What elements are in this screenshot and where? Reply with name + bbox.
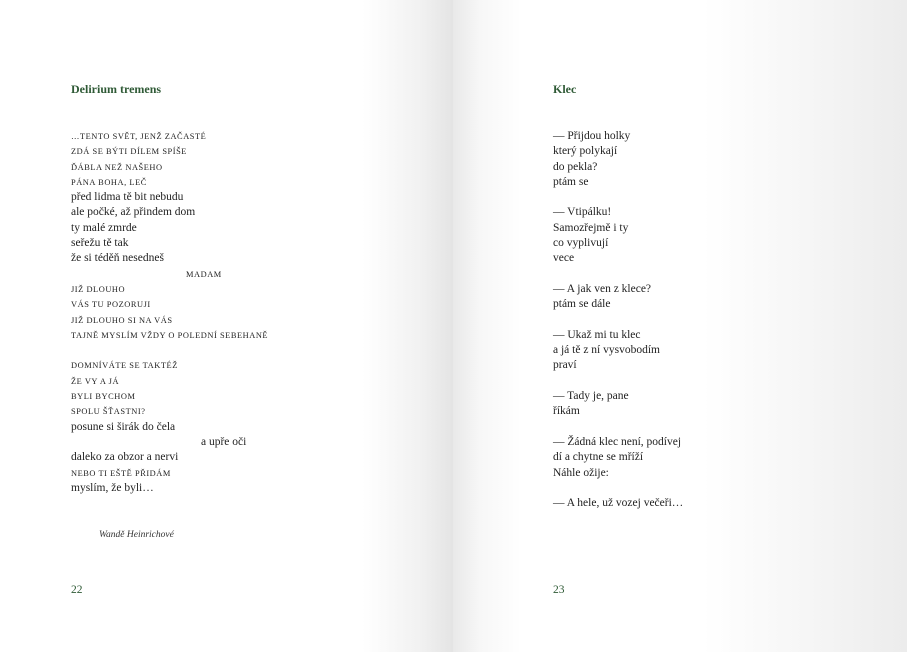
poem-title-right: Klec: [553, 82, 577, 96]
poem-line: [71, 343, 268, 358]
right-page: [453, 0, 907, 652]
poem-line: že si téděň nesedneš: [71, 252, 164, 265]
poem-line: [553, 267, 683, 282]
left-page: [0, 0, 453, 652]
poem-line: DOMNÍVÁTE SE TAKTÉŽ: [71, 361, 178, 371]
poem-body-right: [553, 129, 683, 511]
poem-line: — Tady je, pane: [553, 390, 629, 403]
poem-line: ptám se: [553, 175, 589, 188]
poem-line: a já tě z ní vysvobodím: [553, 344, 660, 357]
poem-title-left: Delirium tremens: [71, 82, 162, 96]
poem-line: myslím, že byli…: [71, 481, 154, 494]
poem-line: [553, 190, 683, 205]
poem-line: TAJNĚ MYSLÍM VŽDY O POLEDNÍ SEBEHANĚ: [71, 330, 269, 340]
poem-line: ty malé zmrde: [71, 221, 137, 234]
poem-line: ĎÁBLA NEŽ NAŠEHO: [71, 162, 163, 172]
poem-line: do pekla?: [553, 160, 598, 173]
poem-line: JIŽ DLOUHO SI NA VÁS: [71, 315, 173, 325]
poem-line: — Vtipálku!: [553, 206, 612, 219]
poem-line: [553, 374, 683, 389]
poem-line: ZDÁ SE BÝTI DÍLEM SPÍŠE: [71, 147, 187, 157]
dedication: Wandě Heinrichové: [99, 530, 174, 540]
poem-line: [553, 420, 683, 435]
poem-line: — Ukaž mi tu klec: [553, 328, 641, 341]
page-number-left: 22: [71, 584, 83, 596]
page-number-right: 23: [553, 584, 565, 596]
poem-line: NEBO TI EŠTĚ PŘIDÁM: [71, 468, 171, 478]
poem-line: co vyplivují: [553, 237, 609, 250]
poem-line: říkám: [553, 405, 580, 418]
poem-line: posune si širák do čela: [71, 420, 176, 433]
poem-line: — A hele, už vozej večeři…: [553, 497, 684, 510]
poem-line: dí a chytne se mříží: [553, 451, 644, 464]
poem-line: [553, 313, 683, 328]
poem-line: ŽE VY A JÁ: [71, 376, 120, 386]
poem-line: a upře oči: [201, 435, 247, 448]
poem-line: SPOLU ŠŤASTNI?: [71, 407, 146, 417]
poem-line: ale počké, až přindem dom: [71, 206, 196, 219]
poem-line: Samozřejmě i ty: [553, 221, 629, 234]
poem-line: před lidma tě bit nebudu: [71, 191, 184, 204]
poem-line: který polykají: [553, 145, 618, 158]
poem-body-left: [71, 129, 268, 496]
poem-line: [553, 481, 683, 496]
poem-line: ptám se dále: [553, 298, 611, 311]
poem-line: — A jak ven z klece?: [553, 282, 652, 295]
poem-line: praví: [553, 359, 577, 372]
poem-line: PÁNA BOHA, LEČ: [71, 177, 147, 187]
poem-line: — Žádná klec není, podívej: [553, 435, 682, 448]
poem-line: MADAM: [186, 269, 222, 279]
poem-line: Náhle ožije:: [553, 466, 609, 479]
poem-line: — Přijdou holky: [553, 130, 631, 142]
poem-line: VÁS TU POZORUJI: [71, 300, 151, 310]
poem-line: BYLI BYCHOM: [71, 392, 136, 402]
poem-line: seřežu tě tak: [71, 237, 129, 250]
poem-line: JIŽ DLOUHO: [71, 284, 126, 294]
poem-line: daleko za obzor a nervi: [71, 451, 179, 464]
poem-line: vece: [553, 252, 575, 265]
poem-line: …TENTO SVĚT, JENŽ ZAČASTÉ: [71, 132, 207, 141]
